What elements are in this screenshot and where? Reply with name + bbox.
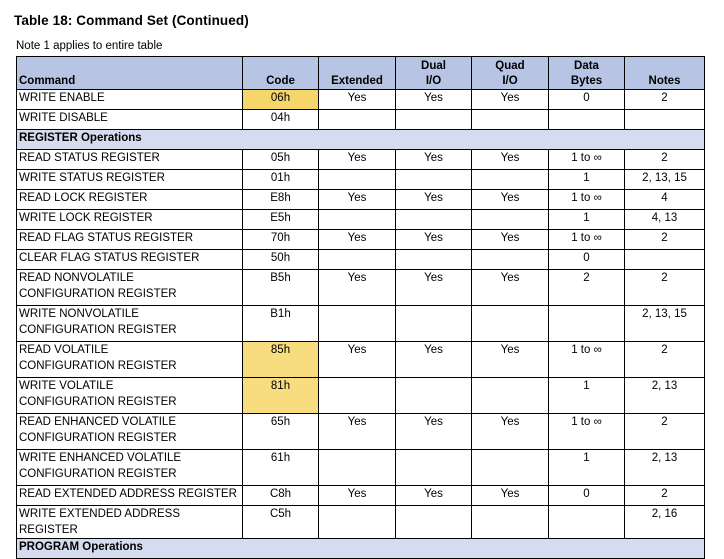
header-dual-io xyxy=(396,57,472,90)
table-row xyxy=(17,150,705,170)
cell-code: 01h xyxy=(243,170,319,190)
cell-quad: Yes xyxy=(472,230,549,250)
cell-quad: Yes xyxy=(472,150,549,170)
cell-dual xyxy=(396,506,472,539)
cell-extended xyxy=(319,210,396,230)
cell-quad xyxy=(472,250,549,270)
table-row xyxy=(17,270,705,306)
section-program-operations: PROGRAM Operations xyxy=(17,539,705,559)
cell-code: 05h xyxy=(243,150,319,170)
cell-command xyxy=(17,414,243,450)
table-row xyxy=(17,230,705,250)
cell-command: WRITE EXTENDED ADDRESS REGISTER xyxy=(17,506,243,539)
cell-notes: 2, 13, 15 xyxy=(625,306,705,342)
cell-extended xyxy=(319,110,396,130)
table-row xyxy=(17,486,705,506)
cell-notes: 2, 16 xyxy=(625,506,705,539)
cell-code: C5h xyxy=(243,506,319,539)
cell-command-line1: WRITE NONVOLATILE xyxy=(19,308,139,320)
table-note: Note 1 applies to entire table xyxy=(16,40,163,52)
cell-data-bytes: 1 to ∞ xyxy=(549,150,625,170)
cell-quad: Yes xyxy=(472,270,549,306)
cell-dual: Yes xyxy=(396,414,472,450)
table-title: Table 18: Command Set (Continued) xyxy=(14,13,249,28)
cell-data-bytes: 1 to ∞ xyxy=(549,342,625,378)
header-notes: Notes xyxy=(625,57,705,90)
cell-data-bytes: 1 xyxy=(549,378,625,414)
cell-extended xyxy=(319,306,396,342)
table-row xyxy=(17,342,705,378)
cell-quad xyxy=(472,306,549,342)
cell-data-bytes xyxy=(549,110,625,130)
cell-data-bytes: 1 to ∞ xyxy=(549,190,625,210)
cell-extended: Yes xyxy=(319,270,396,306)
table-row xyxy=(17,306,705,342)
cell-command: WRITE ENABLE xyxy=(17,90,243,110)
cell-extended: Yes xyxy=(319,486,396,506)
cell-command: READ EXTENDED ADDRESS REGISTER xyxy=(17,486,243,506)
cell-data-bytes: 1 xyxy=(549,210,625,230)
cell-code: C8h xyxy=(243,486,319,506)
cell-quad: Yes xyxy=(472,190,549,210)
header-dual-line1: Dual xyxy=(421,60,446,72)
table-row xyxy=(17,506,705,539)
table-row xyxy=(17,190,705,210)
command-set-table xyxy=(16,56,705,559)
cell-extended: Yes xyxy=(319,414,396,450)
cell-dual: Yes xyxy=(396,486,472,506)
cell-code: 50h xyxy=(243,250,319,270)
header-data-bytes xyxy=(549,57,625,90)
cell-notes: 2 xyxy=(625,414,705,450)
section-register-operations: REGISTER Operations xyxy=(17,130,705,150)
table-row xyxy=(17,90,705,110)
cell-command-line2: CONFIGURATION REGISTER xyxy=(19,432,177,444)
cell-data-bytes xyxy=(549,306,625,342)
cell-data-bytes xyxy=(549,506,625,539)
cell-command: READ STATUS REGISTER xyxy=(17,150,243,170)
cell-notes: 4 xyxy=(625,190,705,210)
section-row xyxy=(17,539,705,559)
cell-command-line1: READ VOLATILE xyxy=(19,344,109,356)
cell-extended: Yes xyxy=(319,230,396,250)
cell-dual xyxy=(396,250,472,270)
cell-dual: Yes xyxy=(396,150,472,170)
cell-command-line2: CONFIGURATION REGISTER xyxy=(19,360,177,372)
cell-notes: 2 xyxy=(625,342,705,378)
cell-notes: 2 xyxy=(625,90,705,110)
cell-extended: Yes xyxy=(319,90,396,110)
cell-command: WRITE DISABLE xyxy=(17,110,243,130)
cell-code-highlighted: 85h xyxy=(243,342,319,378)
cell-dual xyxy=(396,110,472,130)
header-dual-line2: I/O xyxy=(425,75,442,87)
cell-data-bytes: 1 xyxy=(549,170,625,190)
table-row xyxy=(17,378,705,414)
cell-data-bytes: 1 xyxy=(549,450,625,486)
cell-command: READ FLAG STATUS REGISTER xyxy=(17,230,243,250)
cell-extended: Yes xyxy=(319,190,396,210)
cell-notes: 2 xyxy=(625,270,705,306)
cell-command xyxy=(17,342,243,378)
cell-quad: Yes xyxy=(472,414,549,450)
cell-dual: Yes xyxy=(396,90,472,110)
cell-data-bytes: 2 xyxy=(549,270,625,306)
cell-code: 61h xyxy=(243,450,319,486)
cell-notes xyxy=(625,110,705,130)
cell-quad xyxy=(472,170,549,190)
table-row xyxy=(17,210,705,230)
section-row xyxy=(17,130,705,150)
cell-notes: 2, 13, 15 xyxy=(625,170,705,190)
cell-extended xyxy=(319,450,396,486)
cell-code: E5h xyxy=(243,210,319,230)
cell-command-line2: CONFIGURATION REGISTER xyxy=(19,468,177,480)
cell-code: E8h xyxy=(243,190,319,210)
cell-dual: Yes xyxy=(396,342,472,378)
cell-command: WRITE LOCK REGISTER xyxy=(17,210,243,230)
cell-quad xyxy=(472,378,549,414)
cell-notes: 2, 13 xyxy=(625,450,705,486)
cell-command-line1: READ NONVOLATILE xyxy=(19,272,134,284)
header-data-line2: Bytes xyxy=(570,75,603,87)
cell-notes: 4, 13 xyxy=(625,210,705,230)
cell-command-line1: WRITE ENHANCED VOLATILE xyxy=(19,452,182,464)
header-command: Command xyxy=(17,57,243,90)
cell-data-bytes: 1 to ∞ xyxy=(549,414,625,450)
cell-command xyxy=(17,270,243,306)
header-quad-line2: I/O xyxy=(502,75,518,87)
header-quad-line1: Quad xyxy=(495,60,525,72)
table-row xyxy=(17,170,705,190)
cell-dual: Yes xyxy=(396,230,472,250)
cell-extended xyxy=(319,170,396,190)
cell-quad xyxy=(472,450,549,486)
cell-code: 04h xyxy=(243,110,319,130)
cell-notes: 2, 13 xyxy=(625,378,705,414)
cell-code-highlighted: 06h xyxy=(243,90,319,110)
cell-command-line2: CONFIGURATION REGISTER xyxy=(19,396,177,408)
cell-quad xyxy=(472,506,549,539)
cell-notes xyxy=(625,250,705,270)
cell-code: 65h xyxy=(243,414,319,450)
cell-quad xyxy=(472,210,549,230)
header-quad-io xyxy=(472,57,549,90)
cell-code: B1h xyxy=(243,306,319,342)
cell-command: WRITE STATUS REGISTER xyxy=(17,170,243,190)
cell-data-bytes: 0 xyxy=(549,486,625,506)
cell-command-line2: CONFIGURATION REGISTER xyxy=(19,288,177,300)
cell-command-line2: CONFIGURATION REGISTER xyxy=(19,324,177,336)
cell-command-line1: WRITE VOLATILE xyxy=(19,380,114,392)
cell-command xyxy=(17,378,243,414)
cell-dual xyxy=(396,170,472,190)
cell-command-line1: READ ENHANCED VOLATILE xyxy=(19,416,176,428)
cell-command xyxy=(17,306,243,342)
cell-notes: 2 xyxy=(625,150,705,170)
cell-extended xyxy=(319,378,396,414)
cell-dual xyxy=(396,306,472,342)
table-row xyxy=(17,450,705,486)
cell-code: B5h xyxy=(243,270,319,306)
header-data-line1: Data xyxy=(574,60,599,72)
cell-code-highlighted: 81h xyxy=(243,378,319,414)
cell-code: 70h xyxy=(243,230,319,250)
cell-quad: Yes xyxy=(472,486,549,506)
cell-command: READ LOCK REGISTER xyxy=(17,190,243,210)
cell-extended xyxy=(319,250,396,270)
cell-quad xyxy=(472,110,549,130)
cell-command: CLEAR FLAG STATUS REGISTER xyxy=(17,250,243,270)
cell-extended: Yes xyxy=(319,342,396,378)
table-row xyxy=(17,250,705,270)
header-code: Code xyxy=(243,57,319,90)
table-row xyxy=(17,414,705,450)
header-row xyxy=(17,57,705,90)
cell-dual xyxy=(396,450,472,486)
cell-quad: Yes xyxy=(472,90,549,110)
table-row xyxy=(17,110,705,130)
cell-dual xyxy=(396,378,472,414)
cell-quad: Yes xyxy=(472,342,549,378)
cell-dual: Yes xyxy=(396,190,472,210)
cell-data-bytes: 0 xyxy=(549,90,625,110)
cell-dual xyxy=(396,210,472,230)
cell-extended: Yes xyxy=(319,150,396,170)
header-extended: Extended xyxy=(319,57,396,90)
cell-extended xyxy=(319,506,396,539)
cell-dual: Yes xyxy=(396,270,472,306)
cell-notes: 2 xyxy=(625,230,705,250)
cell-notes: 2 xyxy=(625,486,705,506)
cell-data-bytes: 0 xyxy=(549,250,625,270)
cell-data-bytes: 1 to ∞ xyxy=(549,230,625,250)
cell-command xyxy=(17,450,243,486)
